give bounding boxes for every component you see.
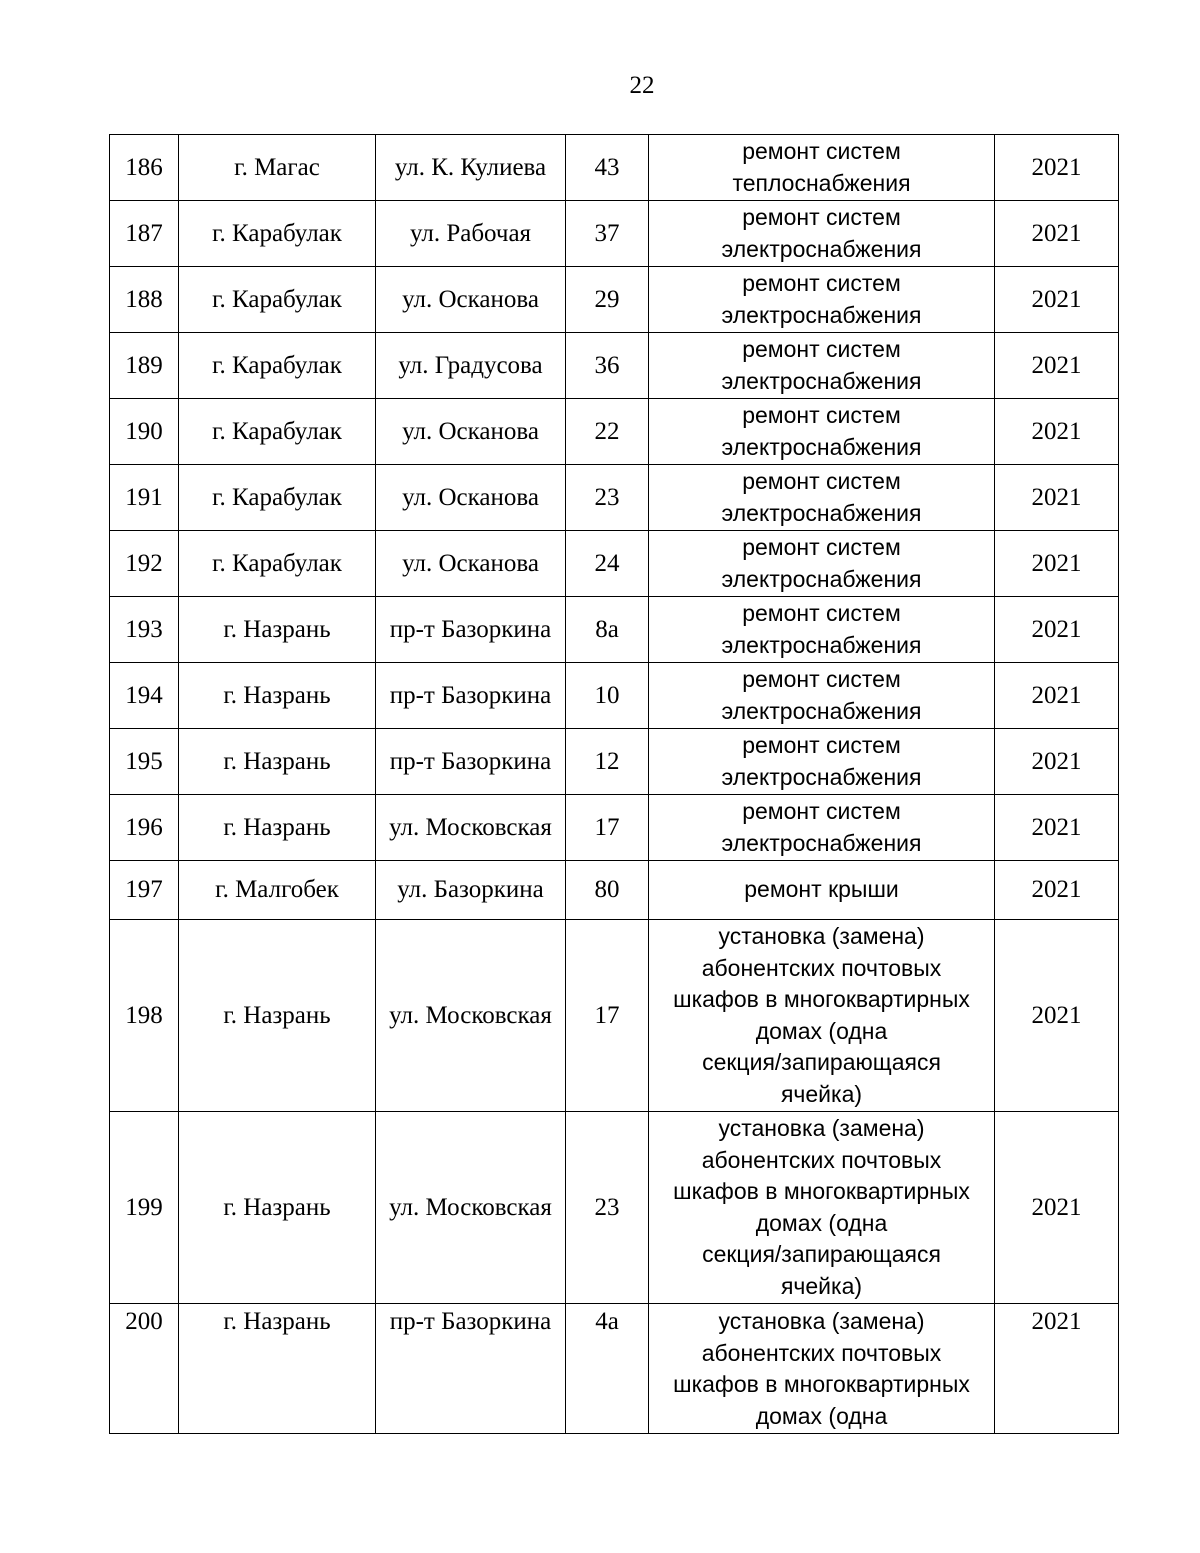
work-type-line: домах (одна <box>755 1209 888 1236</box>
house-number-cell: 17 <box>566 920 649 1112</box>
work-type-line: абонентских почтовых <box>701 1146 942 1173</box>
table-row <box>110 1304 1119 1434</box>
row-number-cell: 188 <box>110 267 179 333</box>
city-cell: г. Карабулак <box>179 465 376 531</box>
work-type-line: ремонт систем <box>742 732 901 758</box>
row-number-cell: 187 <box>110 201 179 267</box>
city-cell: г. Назрань <box>179 729 376 795</box>
year-cell: 2021 <box>995 399 1119 465</box>
work-type-line: шкафов в многоквартирных <box>673 1178 970 1204</box>
work-type-line: установка (замена) <box>718 1308 925 1334</box>
work-type-line: электроснабжения <box>721 499 922 526</box>
works-table <box>109 134 1119 1434</box>
city-cell: г. Назрань <box>179 795 376 861</box>
row-number-cell: 194 <box>110 663 179 729</box>
city-cell: г. Карабулак <box>179 531 376 597</box>
street-cell: ул. Базоркина <box>376 861 566 920</box>
table-row <box>110 663 1119 729</box>
city-cell: г. Назрань <box>179 1112 376 1304</box>
table-row <box>110 597 1119 663</box>
work-type-cell <box>649 531 995 597</box>
year-cell: 2021 <box>995 663 1119 729</box>
work-type-line: установка (замена) <box>718 1115 925 1141</box>
work-type-cell <box>649 333 995 399</box>
work-type-line: абонентских почтовых <box>701 1339 942 1366</box>
house-number-cell: 22 <box>566 399 649 465</box>
table-row <box>110 135 1119 201</box>
year-cell: 2021 <box>995 1112 1119 1304</box>
work-type-line: электроснабжения <box>721 367 922 394</box>
table-row <box>110 399 1119 465</box>
work-type-line: ремонт систем <box>742 468 901 494</box>
year-cell: 2021 <box>995 267 1119 333</box>
work-type-cell <box>649 861 995 920</box>
table-row <box>110 333 1119 399</box>
work-type-cell <box>649 135 995 201</box>
work-type-cell <box>649 795 995 861</box>
table-row <box>110 531 1119 597</box>
work-type-line: ячейка) <box>780 1080 863 1107</box>
year-cell: 2021 <box>995 861 1119 920</box>
street-cell: ул. Рабочая <box>376 201 566 267</box>
house-number-cell: 4а <box>566 1304 649 1434</box>
work-type-line: ремонт систем <box>742 402 901 428</box>
work-type-line: ремонт систем <box>742 336 901 362</box>
page-number: 22 <box>629 72 655 99</box>
city-cell: г. Карабулак <box>179 333 376 399</box>
work-type-line: электроснабжения <box>721 565 922 592</box>
work-type-line: ремонт систем <box>742 798 901 824</box>
house-number-cell: 17 <box>566 795 649 861</box>
city-cell: г. Карабулак <box>179 399 376 465</box>
row-number-cell: 197 <box>110 861 179 920</box>
work-type-line: электроснабжения <box>721 235 922 262</box>
work-type-line: установка (замена) <box>718 923 925 949</box>
year-cell: 2021 <box>995 201 1119 267</box>
house-number-cell: 29 <box>566 267 649 333</box>
row-number-cell: 198 <box>110 920 179 1112</box>
work-type-line: шкафов в многоквартирных <box>673 1371 970 1397</box>
street-cell: ул. Осканова <box>376 531 566 597</box>
work-type-cell <box>649 597 995 663</box>
city-cell: г. Магас <box>179 135 376 201</box>
house-number-cell: 43 <box>566 135 649 201</box>
work-type-line: электроснабжения <box>721 829 922 856</box>
year-cell: 2021 <box>995 1304 1119 1434</box>
year-cell: 2021 <box>995 465 1119 531</box>
work-type-line: секция/запирающаяся <box>702 1241 941 1267</box>
table-row <box>110 795 1119 861</box>
row-number-cell: 192 <box>110 531 179 597</box>
work-type-line: секция/запирающаяся <box>702 1049 941 1075</box>
work-type-cell <box>649 920 995 1112</box>
city-cell: г. Малгобек <box>179 861 376 920</box>
city-cell: г. Назрань <box>179 663 376 729</box>
work-type-line: ремонт систем <box>742 534 901 560</box>
work-type-line: ячейка) <box>780 1272 863 1299</box>
city-cell: г. Карабулак <box>179 201 376 267</box>
table-row <box>110 861 1119 920</box>
work-type-line: теплоснабжения <box>732 169 911 196</box>
row-number-cell: 190 <box>110 399 179 465</box>
house-number-cell: 10 <box>566 663 649 729</box>
year-cell: 2021 <box>995 729 1119 795</box>
row-number-cell: 186 <box>110 135 179 201</box>
row-number-cell: 191 <box>110 465 179 531</box>
work-type-line: ремонт систем <box>742 270 901 296</box>
year-cell: 2021 <box>995 531 1119 597</box>
work-type-cell <box>649 663 995 729</box>
city-cell: г. Назрань <box>179 920 376 1112</box>
year-cell: 2021 <box>995 333 1119 399</box>
street-cell: пр-т Базоркина <box>376 1304 566 1434</box>
row-number-cell: 200 <box>110 1304 179 1434</box>
street-cell: ул. Московская <box>376 795 566 861</box>
city-cell: г. Назрань <box>179 1304 376 1434</box>
row-number-cell: 189 <box>110 333 179 399</box>
work-type-cell <box>649 465 995 531</box>
work-type-line: ремонт крыши <box>744 876 899 903</box>
work-type-cell <box>649 1112 995 1304</box>
row-number-cell: 199 <box>110 1112 179 1304</box>
street-cell: пр-т Базоркина <box>376 729 566 795</box>
work-type-line: электроснабжения <box>721 301 922 328</box>
work-type-line: ремонт систем <box>742 666 901 692</box>
work-type-line: электроснабжения <box>721 631 922 658</box>
city-cell: г. Карабулак <box>179 267 376 333</box>
work-type-line: ремонт систем <box>742 138 901 164</box>
table-row <box>110 465 1119 531</box>
row-number-cell: 193 <box>110 597 179 663</box>
street-cell: пр-т Базоркина <box>376 597 566 663</box>
work-type-cell <box>649 399 995 465</box>
row-number-cell: 196 <box>110 795 179 861</box>
house-number-cell: 23 <box>566 1112 649 1304</box>
work-type-cell <box>649 267 995 333</box>
work-type-line: электроснабжения <box>721 433 922 460</box>
street-cell: ул. Осканова <box>376 267 566 333</box>
table-row <box>110 729 1119 795</box>
work-type-line: домах (одна <box>755 1017 888 1044</box>
street-cell: ул. Градусова <box>376 333 566 399</box>
row-number-cell: 195 <box>110 729 179 795</box>
work-type-cell <box>649 201 995 267</box>
house-number-cell: 8а <box>566 597 649 663</box>
street-cell: ул. К. Кулиева <box>376 135 566 201</box>
street-cell: пр-т Базоркина <box>376 663 566 729</box>
work-type-line: шкафов в многоквартирных <box>673 986 970 1012</box>
work-type-cell <box>649 1304 995 1434</box>
year-cell: 2021 <box>995 597 1119 663</box>
work-type-line: домах (одна <box>755 1402 888 1429</box>
work-type-cell <box>649 729 995 795</box>
street-cell: ул. Осканова <box>376 399 566 465</box>
work-type-line: электроснабжения <box>721 763 922 790</box>
house-number-cell: 80 <box>566 861 649 920</box>
table-row <box>110 1112 1119 1304</box>
year-cell: 2021 <box>995 795 1119 861</box>
work-type-line: ремонт систем <box>742 204 901 230</box>
table-row <box>110 920 1119 1112</box>
street-cell: ул. Московская <box>376 1112 566 1304</box>
street-cell: ул. Осканова <box>376 465 566 531</box>
street-cell: ул. Московская <box>376 920 566 1112</box>
house-number-cell: 24 <box>566 531 649 597</box>
house-number-cell: 23 <box>566 465 649 531</box>
work-type-line: электроснабжения <box>721 697 922 724</box>
table-row <box>110 267 1119 333</box>
house-number-cell: 12 <box>566 729 649 795</box>
year-cell: 2021 <box>995 920 1119 1112</box>
house-number-cell: 36 <box>566 333 649 399</box>
works-table-body <box>110 135 1119 1434</box>
table-row <box>110 201 1119 267</box>
work-type-line: ремонт систем <box>742 600 901 626</box>
work-type-line: абонентских почтовых <box>701 954 942 981</box>
city-cell: г. Назрань <box>179 597 376 663</box>
house-number-cell: 37 <box>566 201 649 267</box>
year-cell: 2021 <box>995 135 1119 201</box>
